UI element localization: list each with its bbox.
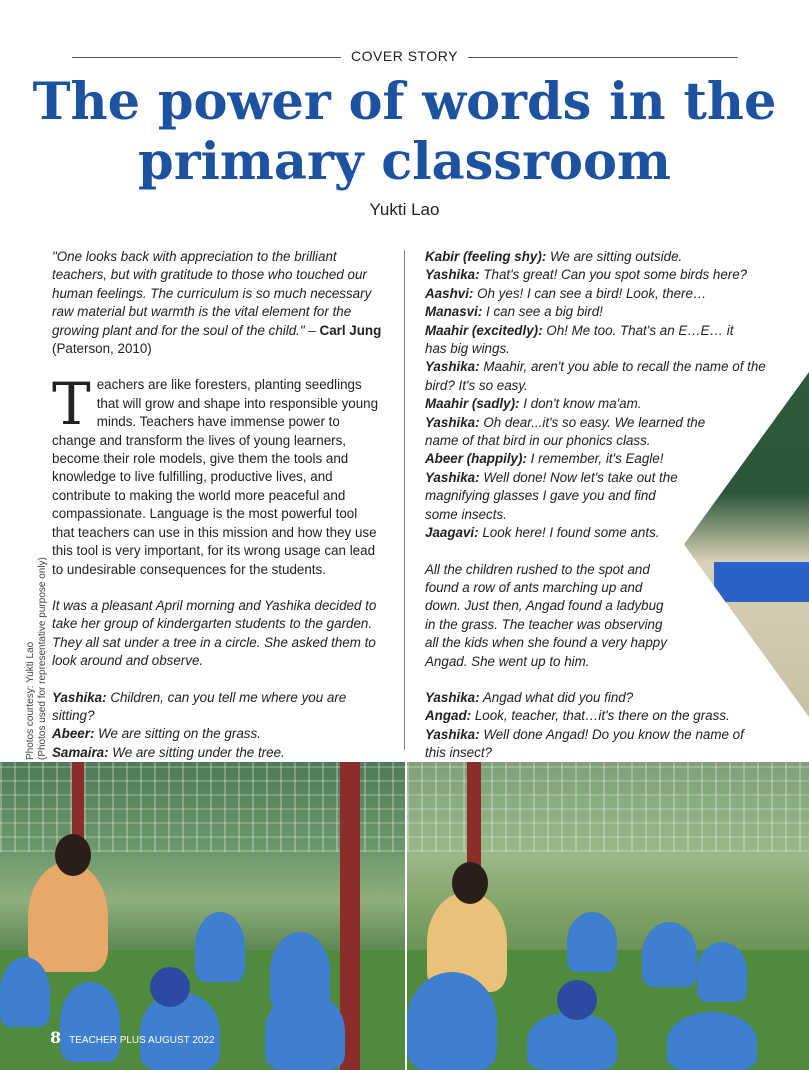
teacher-head xyxy=(452,862,488,904)
photo-children-circle-left xyxy=(0,762,405,1070)
child-figure xyxy=(642,922,697,987)
page-footer xyxy=(50,1028,215,1047)
epigraph-author: Carl Jung xyxy=(319,322,382,338)
child-figure xyxy=(407,972,497,1070)
dialogue-line: Yashika: Angad what did you find? xyxy=(425,689,634,705)
child-figure xyxy=(697,942,747,1002)
child-figure xyxy=(265,992,345,1070)
child-figure xyxy=(667,1012,757,1070)
drop-cap: T xyxy=(52,370,91,439)
teacher-figure xyxy=(28,862,108,972)
child-figure xyxy=(567,912,617,972)
dialogue-line: Aashvi: Oh yes! I can see a bird! Look, there… xyxy=(425,285,707,301)
narration-paragraph: All the children rushed to the spot and found a row of ants marching up and down. Just then, Angad found a ladybug in the grass. The teacher was observing all the kids when she found a very happy Angad. She went up to him. xyxy=(425,561,667,669)
dialogue-line: Yashika: Maahir, aren't you able to recall the name of the bird? It's so easy. xyxy=(425,359,766,393)
column-divider xyxy=(404,250,405,750)
dialogue-line: Samaira: We are sitting under the tree. xyxy=(52,744,285,760)
publication-name: TEACHER PLUS AUGUST 2022 xyxy=(69,1035,215,1046)
story-paragraph: It was a pleasant April morning and Yashika decided to take her group of kindergarten students to the garden. They all sat under a tree in a circle. She asked them to look around and observe. xyxy=(52,597,377,669)
dialogue-line: Maahir (sadly): I don't know ma'am. xyxy=(425,396,642,412)
dialogue-line: Yashika: Oh dear...it's so easy. We learned the name of that bird in our phonics class. xyxy=(425,414,706,449)
page-number: 8 xyxy=(50,1028,62,1047)
dialogue-line: Abeer (happily): I remember, it's Eagle! xyxy=(425,451,664,467)
article-title: The power of words in the primary classroom xyxy=(32,72,777,192)
dialogue-line: Yashika: Children, can you tell me where you are sitting? xyxy=(52,689,347,723)
epigraph: "One looks back with appreciation to the brilliant teachers, but with gratitude to those who touched our human feelings. The curriculum is so much necessary raw material but warmth is the vital element for the growing plant and for the soul of the child." – Carl Jung (Paterson, 2010) xyxy=(52,249,382,357)
dialogue-line: Yashika: Well done Angad! Do you know the name of this insect? xyxy=(425,726,744,761)
article-author: Yukti Lao xyxy=(369,200,440,219)
child-turban xyxy=(150,967,190,1007)
photo-credit: Photos courtesy: Yukti Lao (Photos used for representative purpose only) xyxy=(25,557,48,760)
dialogue-line: Manasvi: I can see a big bird! xyxy=(425,304,603,320)
dialogue-line: Angad: Look, teacher, that…it's there on the grass. xyxy=(425,708,730,724)
child-turban xyxy=(557,980,597,1020)
dialogue-block-left xyxy=(52,689,382,763)
photo-children-circle-right xyxy=(407,762,809,1070)
child-figure xyxy=(0,957,50,1027)
child-figure xyxy=(527,1012,617,1070)
teacher-head xyxy=(55,834,91,876)
lead-paragraph: Teachers are like foresters, planting seedlings that will grow and shape into responsible young minds. Teachers have immense power to change and transform the lives of young learners, become their role models, give them the tools and knowledge to live fulfilling, productive lives, and contribute to making the world more peaceful and compassionate. Language is the most powerful tool that teachers can use in this mission and how they use this tool is very important, for its wrong usage can lead to undesirable consequences for the students. xyxy=(52,370,379,577)
dialogue-line: Kabir (feeling shy): We are sitting outside. xyxy=(425,249,683,264)
left-column xyxy=(52,248,382,762)
child-figure xyxy=(195,912,245,982)
right-column xyxy=(425,248,766,781)
dialogue-line: Maahir (excitedly): Oh! Me too. That's an E…E… it has big wings. xyxy=(425,322,734,357)
dialogue-line: Yashika: Well done! Now let's take out the magnifying glasses I gave you and find some insects. xyxy=(425,469,678,522)
dialogue-line: Yashika: That's great! Can you spot some birds here? xyxy=(425,267,748,283)
section-kicker: COVER STORY xyxy=(0,48,809,64)
child-figure xyxy=(60,982,120,1062)
dialogue-line: Abeer: We are sitting on the grass. xyxy=(52,726,261,742)
dialogue-line: Jaagavi: Look here! I found some ants. xyxy=(425,525,660,541)
